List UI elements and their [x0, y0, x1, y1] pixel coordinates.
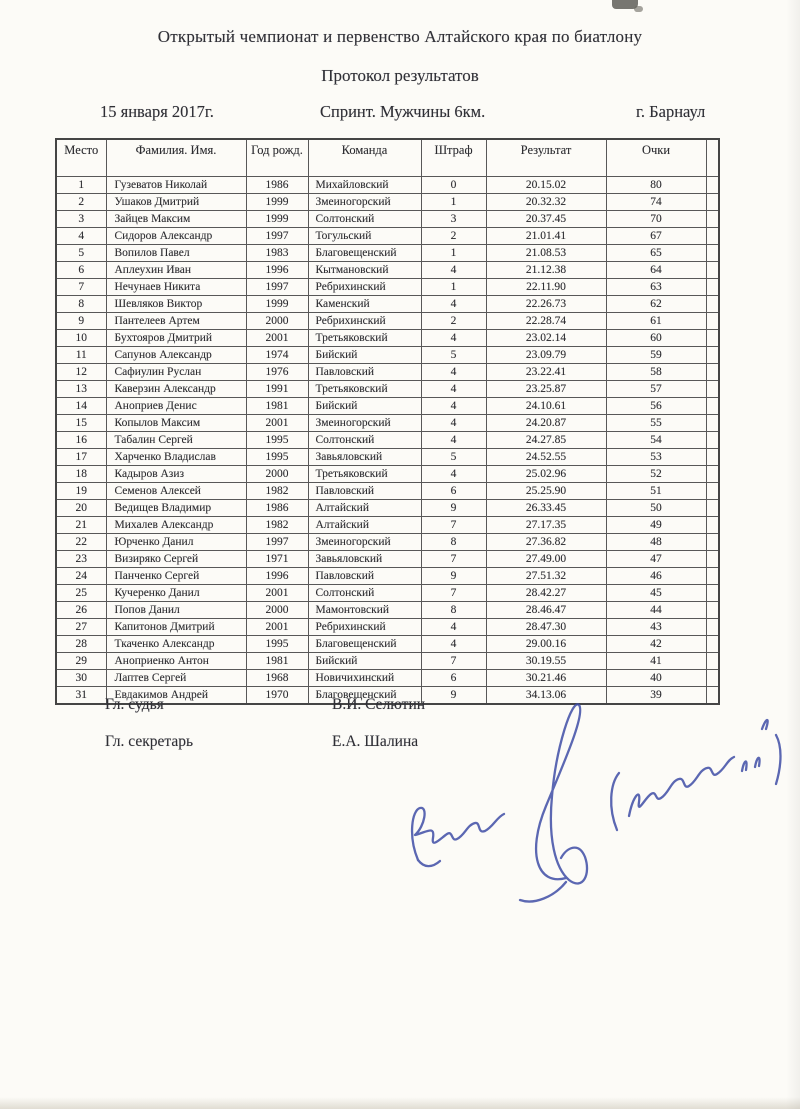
document-title: Открытый чемпионат и первенство Алтайского края по биатлону — [157, 27, 643, 46]
table-row — [56, 432, 719, 449]
table-cell: 4 — [421, 432, 486, 449]
table-cell: 53 — [606, 449, 706, 466]
table-cell: 18 — [56, 466, 106, 483]
table-cell — [706, 177, 719, 194]
secretary-name: Е.А. Шалина — [332, 733, 419, 750]
table-cell: 49 — [606, 517, 706, 534]
table-cell: 7 — [421, 551, 486, 568]
table-cell: Капитонов Дмитрий — [106, 619, 246, 636]
column-header: Результат — [486, 139, 606, 177]
table-cell: 4 — [421, 415, 486, 432]
table-cell: 4 — [56, 228, 106, 245]
table-cell — [706, 585, 719, 602]
table-cell: 40 — [606, 670, 706, 687]
judge-label: Гл. судья — [105, 696, 164, 713]
table-cell — [706, 330, 719, 347]
table-cell: 6 — [56, 262, 106, 279]
table-cell: Кадыров Азиз — [106, 466, 246, 483]
table-cell: 1996 — [246, 262, 308, 279]
table-row — [56, 619, 719, 636]
table-cell: 29 — [56, 653, 106, 670]
table-cell: 4 — [421, 636, 486, 653]
table-cell: 42 — [606, 636, 706, 653]
table-cell — [706, 670, 719, 687]
table-cell: 2001 — [246, 585, 308, 602]
table-cell: Аноприев Денис — [106, 398, 246, 415]
table-cell: 46 — [606, 568, 706, 585]
table-cell: 13 — [56, 381, 106, 398]
table-cell: Зайцев Максим — [106, 211, 246, 228]
table-cell — [706, 296, 719, 313]
table-cell: 22.11.90 — [486, 279, 606, 296]
table-cell: 1970 — [246, 687, 308, 705]
table-cell: Солтонский — [308, 585, 421, 602]
table-cell: 1995 — [246, 636, 308, 653]
table-cell: 7 — [421, 653, 486, 670]
table-cell — [706, 449, 719, 466]
table-cell: 1995 — [246, 449, 308, 466]
table-cell: Панченко Сергей — [106, 568, 246, 585]
table-cell: 25.25.90 — [486, 483, 606, 500]
table-cell: 1995 — [246, 432, 308, 449]
table-row — [56, 636, 719, 653]
table-cell: 41 — [606, 653, 706, 670]
table-cell — [706, 517, 719, 534]
table-row — [56, 245, 719, 262]
table-cell: 5 — [56, 245, 106, 262]
results-table — [55, 138, 720, 705]
table-cell: 1986 — [246, 177, 308, 194]
table-cell: 50 — [606, 500, 706, 517]
table-cell: Тогульский — [308, 228, 421, 245]
table-cell: 22 — [56, 534, 106, 551]
table-cell: Копылов Максим — [106, 415, 246, 432]
table-cell: 2000 — [246, 466, 308, 483]
table-cell: Завьяловский — [308, 551, 421, 568]
table-cell: 16 — [56, 432, 106, 449]
table-cell: 70 — [606, 211, 706, 228]
table-row — [56, 398, 719, 415]
table-cell — [706, 245, 719, 262]
table-cell: 17 — [56, 449, 106, 466]
table-cell: 74 — [606, 194, 706, 211]
table-cell: 15 — [56, 415, 106, 432]
table-cell: 7 — [421, 517, 486, 534]
table-cell — [706, 483, 719, 500]
event-date: 15 января 2017г. — [100, 102, 214, 121]
table-cell: 4 — [421, 296, 486, 313]
table-row — [56, 279, 719, 296]
table-cell — [706, 415, 719, 432]
column-header: Очки — [606, 139, 706, 177]
table-cell: Семенов Алексей — [106, 483, 246, 500]
table-cell: 30.21.46 — [486, 670, 606, 687]
table-cell: 2 — [421, 313, 486, 330]
table-cell: 27.49.00 — [486, 551, 606, 568]
table-cell: 1986 — [246, 500, 308, 517]
table-cell — [706, 534, 719, 551]
table-row — [56, 228, 719, 245]
table-cell: Кытмановский — [308, 262, 421, 279]
table-cell: 10 — [56, 330, 106, 347]
table-cell: 27.36.82 — [486, 534, 606, 551]
table-row — [56, 483, 719, 500]
table-cell: 26 — [56, 602, 106, 619]
column-header: Год рожд. — [246, 139, 308, 177]
table-cell: 26.33.45 — [486, 500, 606, 517]
table-row — [56, 296, 719, 313]
table-cell: 1 — [56, 177, 106, 194]
table-cell: 1968 — [246, 670, 308, 687]
table-cell — [706, 313, 719, 330]
table-cell: 1991 — [246, 381, 308, 398]
table-cell: 2 — [421, 228, 486, 245]
column-header — [706, 139, 719, 177]
table-cell — [706, 432, 719, 449]
table-cell: 1981 — [246, 653, 308, 670]
table-cell: 1976 — [246, 364, 308, 381]
table-cell: 21.08.53 — [486, 245, 606, 262]
table-cell: 0 — [421, 177, 486, 194]
table-cell: 1 — [421, 245, 486, 262]
table-cell: Змеиногорский — [308, 534, 421, 551]
table-cell: 4 — [421, 364, 486, 381]
table-cell: 23.02.14 — [486, 330, 606, 347]
table-cell: 4 — [421, 262, 486, 279]
table-cell: 4 — [421, 398, 486, 415]
table-row — [56, 466, 719, 483]
table-cell: Вопилов Павел — [106, 245, 246, 262]
table-cell: 62 — [606, 296, 706, 313]
table-cell — [706, 619, 719, 636]
table-cell: 1999 — [246, 211, 308, 228]
table-cell: 27.51.32 — [486, 568, 606, 585]
table-cell: 24.52.55 — [486, 449, 606, 466]
table-cell: Павловский — [308, 568, 421, 585]
table-cell: Благовещенский — [308, 245, 421, 262]
table-cell: 47 — [606, 551, 706, 568]
table-cell: 9 — [421, 500, 486, 517]
table-cell: 4 — [421, 381, 486, 398]
table-cell: Шевляков Виктор — [106, 296, 246, 313]
table-cell: Алтайский — [308, 500, 421, 517]
table-row — [56, 653, 719, 670]
table-row — [56, 177, 719, 194]
table-row — [56, 415, 719, 432]
table-cell: 1 — [421, 194, 486, 211]
column-header: Фамилия. Имя. — [106, 139, 246, 177]
table-cell: Табалин Сергей — [106, 432, 246, 449]
table-cell: 20.15.02 — [486, 177, 606, 194]
table-cell: 44 — [606, 602, 706, 619]
table-cell: Пантелеев Артем — [106, 313, 246, 330]
column-header: Команда — [308, 139, 421, 177]
column-header: Штраф — [421, 139, 486, 177]
table-cell: 19 — [56, 483, 106, 500]
table-cell: Аплеухин Иван — [106, 262, 246, 279]
table-row — [56, 211, 719, 228]
table-row — [56, 568, 719, 585]
table-row — [56, 534, 719, 551]
table-row — [56, 381, 719, 398]
table-cell — [706, 568, 719, 585]
table-cell: Каверзин Александр — [106, 381, 246, 398]
table-cell: 2001 — [246, 619, 308, 636]
table-cell: 9 — [421, 568, 486, 585]
table-cell: 80 — [606, 177, 706, 194]
table-cell — [706, 602, 719, 619]
table-cell: 56 — [606, 398, 706, 415]
table-cell: Михайловский — [308, 177, 421, 194]
table-cell: 14 — [56, 398, 106, 415]
table-cell: 28.42.27 — [486, 585, 606, 602]
table-cell: 20 — [56, 500, 106, 517]
table-cell: 55 — [606, 415, 706, 432]
table-cell: 7 — [56, 279, 106, 296]
table-row — [56, 500, 719, 517]
table-cell: 1981 — [246, 398, 308, 415]
table-cell: 64 — [606, 262, 706, 279]
table-cell: 30.19.55 — [486, 653, 606, 670]
table-cell: 52 — [606, 466, 706, 483]
table-cell — [706, 551, 719, 568]
table-cell: 31 — [56, 687, 106, 705]
table-cell: Бухтояров Дмитрий — [106, 330, 246, 347]
table-cell: 24.20.87 — [486, 415, 606, 432]
table-cell — [706, 228, 719, 245]
table-cell: Алтайский — [308, 517, 421, 534]
table-cell: 1983 — [246, 245, 308, 262]
table-cell: Благовещенский — [308, 636, 421, 653]
table-cell: 20.32.32 — [486, 194, 606, 211]
table-cell: 21.12.38 — [486, 262, 606, 279]
table-cell: 23.22.41 — [486, 364, 606, 381]
table-cell: Визиряко Сергей — [106, 551, 246, 568]
table-cell: 7 — [421, 585, 486, 602]
table-cell: 20.37.45 — [486, 211, 606, 228]
table-cell — [706, 347, 719, 364]
table-cell: 1997 — [246, 279, 308, 296]
table-cell: 1997 — [246, 534, 308, 551]
table-cell: 1999 — [246, 296, 308, 313]
table-cell — [706, 466, 719, 483]
table-cell: 1999 — [246, 194, 308, 211]
table-cell: Третьяковский — [308, 381, 421, 398]
table-cell: Ведищев Владимир — [106, 500, 246, 517]
table-cell: Бийский — [308, 653, 421, 670]
table-cell: Михалев Александр — [106, 517, 246, 534]
table-cell: Змеиногорский — [308, 415, 421, 432]
table-cell: 29.00.16 — [486, 636, 606, 653]
judge-name: В.И. Селютин — [332, 696, 426, 713]
table-cell: 28 — [56, 636, 106, 653]
table-cell: 8 — [421, 534, 486, 551]
table-cell: 39 — [606, 687, 706, 705]
table-cell: 12 — [56, 364, 106, 381]
table-cell: Мамонтовский — [308, 602, 421, 619]
table-cell: Кучеренко Данил — [106, 585, 246, 602]
table-cell: 23 — [56, 551, 106, 568]
table-cell: Бийский — [308, 347, 421, 364]
table-cell: Сафиулин Руслан — [106, 364, 246, 381]
handwritten-signature — [388, 686, 800, 914]
event-location: г. Барнаул — [636, 102, 706, 121]
table-cell: Ребрихинский — [308, 313, 421, 330]
table-cell: Каменский — [308, 296, 421, 313]
table-cell — [706, 636, 719, 653]
table-row — [56, 364, 719, 381]
table-row — [56, 330, 719, 347]
table-cell — [706, 653, 719, 670]
table-cell: 3 — [56, 211, 106, 228]
table-cell: Новичихинский — [308, 670, 421, 687]
table-cell — [706, 211, 719, 228]
table-cell: Харченко Владислав — [106, 449, 246, 466]
table-cell: 51 — [606, 483, 706, 500]
table-cell: 25 — [56, 585, 106, 602]
table-row — [56, 262, 719, 279]
table-cell: 65 — [606, 245, 706, 262]
table-cell: 25.02.96 — [486, 466, 606, 483]
table-cell: 1997 — [246, 228, 308, 245]
table-row — [56, 313, 719, 330]
table-cell: Солтонский — [308, 211, 421, 228]
table-cell: Третьяковский — [308, 330, 421, 347]
table-cell: 24.10.61 — [486, 398, 606, 415]
table-cell: 8 — [56, 296, 106, 313]
table-cell: 1974 — [246, 347, 308, 364]
table-cell — [706, 500, 719, 517]
table-row — [56, 551, 719, 568]
table-cell: 58 — [606, 364, 706, 381]
table-cell: 4 — [421, 466, 486, 483]
table-cell: Солтонский — [308, 432, 421, 449]
table-cell: 9 — [421, 687, 486, 705]
table-cell: Аноприенко Антон — [106, 653, 246, 670]
table-cell: 45 — [606, 585, 706, 602]
table-cell: 23.09.79 — [486, 347, 606, 364]
table-cell: 22.28.74 — [486, 313, 606, 330]
table-header-row — [56, 139, 719, 177]
table-cell: 54 — [606, 432, 706, 449]
table-cell: Евдакимов Андрей — [106, 687, 246, 705]
table-cell: Сидоров Александр — [106, 228, 246, 245]
table-cell: Ткаченко Александр — [106, 636, 246, 653]
table-cell: 67 — [606, 228, 706, 245]
table-cell: 22.26.73 — [486, 296, 606, 313]
table-cell: 59 — [606, 347, 706, 364]
table-cell: 6 — [421, 483, 486, 500]
table-cell: Юрченко Данил — [106, 534, 246, 551]
table-cell — [706, 364, 719, 381]
table-cell: 4 — [421, 619, 486, 636]
table-cell: 24.27.85 — [486, 432, 606, 449]
table-cell: 57 — [606, 381, 706, 398]
table-cell: 4 — [421, 330, 486, 347]
table-cell: 34.13.06 — [486, 687, 606, 705]
table-cell: 21.01.41 — [486, 228, 606, 245]
event-discipline: Спринт. Мужчины 6км. — [320, 102, 486, 121]
table-cell: 1 — [421, 279, 486, 296]
table-cell: 6 — [421, 670, 486, 687]
table-cell: Ребрихинский — [308, 279, 421, 296]
table-cell: 48 — [606, 534, 706, 551]
table-cell: Лаптев Сергей — [106, 670, 246, 687]
table-cell — [706, 381, 719, 398]
table-cell — [706, 194, 719, 211]
table-cell: 9 — [56, 313, 106, 330]
table-cell: 11 — [56, 347, 106, 364]
table-cell: Завьяловский — [308, 449, 421, 466]
table-cell: 2001 — [246, 330, 308, 347]
table-cell: Ребрихинский — [308, 619, 421, 636]
table-cell: 1996 — [246, 568, 308, 585]
table-cell — [706, 398, 719, 415]
table-cell: 23.25.87 — [486, 381, 606, 398]
table-cell: 30 — [56, 670, 106, 687]
document-subtitle: Протокол результатов — [321, 66, 479, 85]
table-cell: 2001 — [246, 415, 308, 432]
table-row — [56, 585, 719, 602]
table-cell: 3 — [421, 211, 486, 228]
table-row — [56, 347, 719, 364]
table-cell: 5 — [421, 347, 486, 364]
table-cell: Попов Данил — [106, 602, 246, 619]
table-row — [56, 449, 719, 466]
table-cell: 27.17.35 — [486, 517, 606, 534]
table-cell: Павловский — [308, 364, 421, 381]
table-row — [56, 194, 719, 211]
table-cell: 61 — [606, 313, 706, 330]
table-cell: 2000 — [246, 602, 308, 619]
table-cell: 1982 — [246, 483, 308, 500]
table-cell: Змеиногорский — [308, 194, 421, 211]
table-cell: 2000 — [246, 313, 308, 330]
table-cell — [706, 279, 719, 296]
table-row — [56, 602, 719, 619]
table-cell: 8 — [421, 602, 486, 619]
column-header: Место — [56, 139, 106, 177]
table-cell: Благовещенский — [308, 687, 421, 705]
table-cell: Нечунаев Никита — [106, 279, 246, 296]
scan-artifact-mark — [634, 6, 643, 12]
table-cell: Павловский — [308, 483, 421, 500]
table-cell: 28.46.47 — [486, 602, 606, 619]
table-cell: Третьяковский — [308, 466, 421, 483]
table-cell: 63 — [606, 279, 706, 296]
table-cell: 21 — [56, 517, 106, 534]
table-cell: Гузеватов Николай — [106, 177, 246, 194]
table-cell: Сапунов Александр — [106, 347, 246, 364]
table-row — [56, 517, 719, 534]
table-cell: 5 — [421, 449, 486, 466]
table-cell: 28.47.30 — [486, 619, 606, 636]
table-cell: 43 — [606, 619, 706, 636]
table-row — [56, 670, 719, 687]
table-cell: 1971 — [246, 551, 308, 568]
table-cell — [706, 262, 719, 279]
table-cell: 27 — [56, 619, 106, 636]
table-cell: 2 — [56, 194, 106, 211]
table-cell: 60 — [606, 330, 706, 347]
table-cell: 1982 — [246, 517, 308, 534]
table-cell: Ушаков Дмитрий — [106, 194, 246, 211]
table-cell: 24 — [56, 568, 106, 585]
table-cell: Бийский — [308, 398, 421, 415]
secretary-label: Гл. секретарь — [105, 733, 194, 750]
